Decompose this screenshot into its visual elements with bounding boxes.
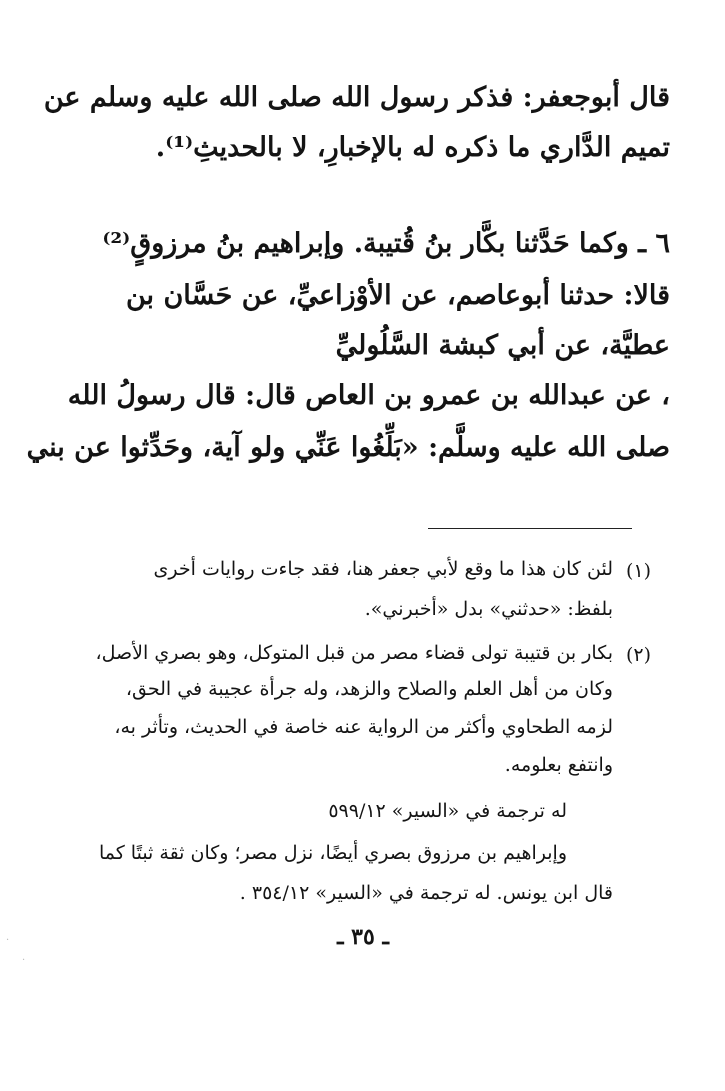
margin-mark: · — [6, 935, 10, 946]
footnote-1-line: بلفظ: «حدثني» بدل «أخبرني». — [364, 598, 613, 620]
footnote-2-line: قال ابن يونس. له ترجمة في «السير» ٣٥٤/١٢ . — [239, 882, 613, 904]
main-text-line-5: عطيَّة، عن أبي كبشة السَّلُوليِّ — [335, 330, 670, 361]
main-text-line-7: صلى الله عليه وسلَّم: «بَلِّغُوا عَنِّي ولو آية، وحَدِّثوا عن بني — [26, 432, 670, 463]
footnote-1-line: لئن كان هذا ما وقع لأبي جعفر هنا، فقد جاءت روايات أخرى — [153, 558, 613, 580]
footnote-2-line: لزمه الطحاوي وأكثر من الرواية عنه خاصة في الحديث، وتأثر به، — [114, 716, 613, 738]
footnote-2-line: وكان من أهل العلم والصلاح والزهد، وله جرأة عجيبة في الحق، — [125, 678, 613, 700]
margin-mark: · — [22, 955, 26, 966]
footnote-1-number: (١) — [626, 560, 652, 582]
footnote-2-number: (٢) — [626, 644, 652, 666]
main-text-line-2: تميم الدَّاري ما ذكره له بالإخبارِ، لا بالحديثِ⁽¹⁾. — [155, 132, 670, 163]
main-text-line-4: قالا: حدثنا أبوعاصم، عن الأوْزاعيِّ، عن حَسَّان بن — [126, 280, 670, 311]
main-text-line-6: ، عن عبدالله بن عمرو بن العاص قال: قال رسولُ الله — [67, 380, 670, 411]
footnote-separator — [428, 528, 632, 529]
main-text-line-1: قال أبوجعفر: فذكر رسول الله صلى الله عليه وسلم عن — [43, 82, 670, 113]
page-number: ـ ٣٥ ـ — [337, 924, 389, 950]
footnote-2-line: وانتفع بعلومه. — [504, 754, 613, 776]
footnote-2-line: وإبراهيم بن مرزوق بصري أيضًا، نزل مصر؛ وكان ثقة ثبتًا كما — [98, 842, 567, 864]
footnote-2-line: بكار بن قتيبة تولى قضاء مصر من قبل المتوكل، وهو بصري الأصل، — [95, 642, 613, 664]
main-text-line-3: ٦ ـ وكما حَدَّثنا بكَّار بنُ قُتيبة. وإبراهيم بنُ مرزوقٍ⁽²⁾ — [102, 228, 670, 259]
footnote-2-line: له ترجمة في «السير» ٥٩٩/١٢ — [328, 800, 567, 822]
